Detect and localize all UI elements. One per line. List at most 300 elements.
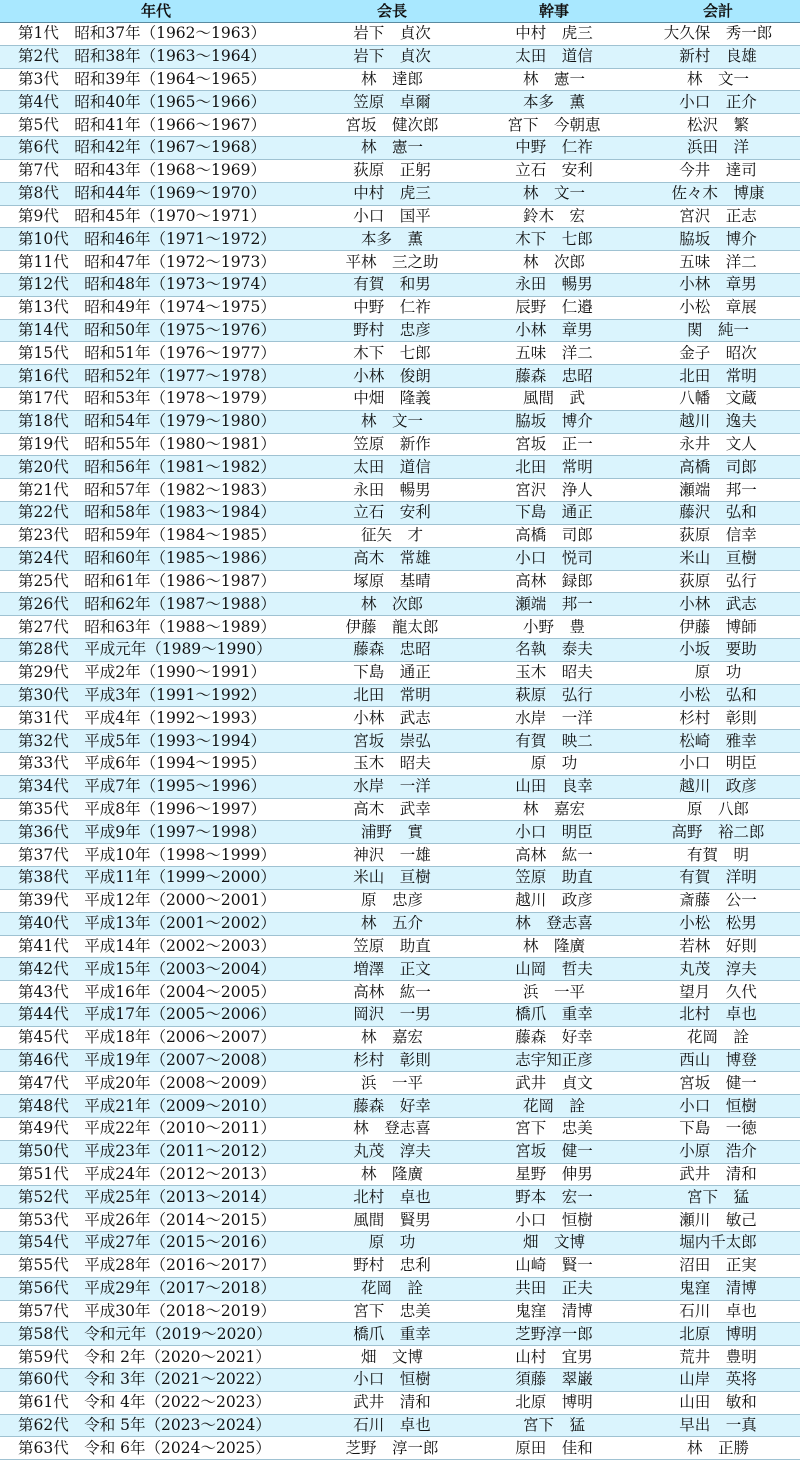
president-cell: 林 五介 bbox=[312, 912, 472, 935]
president-cell: 中畑 隆義 bbox=[312, 388, 472, 411]
secretary-cell: 有賀 映二 bbox=[472, 730, 636, 753]
president-cell: 本多 薫 bbox=[312, 228, 472, 251]
table-row bbox=[0, 821, 800, 844]
era-cell: 第54代 平成27年（2015～2016） bbox=[0, 1232, 312, 1255]
secretary-cell: 鬼窪 清博 bbox=[472, 1300, 636, 1323]
era-cell: 第53代 平成26年（2014～2015） bbox=[0, 1209, 312, 1232]
president-cell: 高木 武幸 bbox=[312, 798, 472, 821]
president-cell: 芝野 淳一郎 bbox=[312, 1437, 472, 1460]
accountant-cell: 花岡 詮 bbox=[636, 1026, 800, 1049]
secretary-cell: 山崎 賢一 bbox=[472, 1254, 636, 1277]
president-cell: 岩下 貞次 bbox=[312, 45, 472, 68]
era-cell: 第32代 平成5年（1993～1994） bbox=[0, 730, 312, 753]
president-cell: 原 忠彦 bbox=[312, 889, 472, 912]
table-row bbox=[0, 753, 800, 776]
table-row bbox=[0, 251, 800, 274]
era-cell: 第39代 平成12年（2000～2001） bbox=[0, 889, 312, 912]
president-cell: 小口 恒樹 bbox=[312, 1368, 472, 1391]
table-row bbox=[0, 1095, 800, 1118]
table-row bbox=[0, 319, 800, 342]
table-row bbox=[0, 775, 800, 798]
table-row bbox=[0, 1346, 800, 1369]
accountant-cell: 原 功 bbox=[636, 661, 800, 684]
accountant-cell: 石川 卓也 bbox=[636, 1300, 800, 1323]
accountant-cell: 高野 裕二郎 bbox=[636, 821, 800, 844]
accountant-cell: 五味 洋二 bbox=[636, 251, 800, 274]
table-row bbox=[0, 661, 800, 684]
era-cell: 第59代 令和 2年（2020～2021） bbox=[0, 1346, 312, 1369]
table-row bbox=[0, 45, 800, 68]
era-cell: 第14代 昭和50年（1975～1976） bbox=[0, 319, 312, 342]
secretary-cell: 風間 武 bbox=[472, 388, 636, 411]
secretary-cell: 橋爪 重幸 bbox=[472, 1003, 636, 1026]
era-cell: 第31代 平成4年（1992～1993） bbox=[0, 707, 312, 730]
table-row bbox=[0, 228, 800, 251]
era-cell: 第24代 昭和60年（1985～1986） bbox=[0, 547, 312, 570]
accountant-cell: 瀬川 敏己 bbox=[636, 1209, 800, 1232]
accountant-cell: 宮坂 健一 bbox=[636, 1072, 800, 1095]
secretary-cell: 萩原 弘行 bbox=[472, 684, 636, 707]
secretary-cell: 越川 政彦 bbox=[472, 889, 636, 912]
accountant-cell: 有賀 明 bbox=[636, 844, 800, 867]
president-cell: 宮坂 崇弘 bbox=[312, 730, 472, 753]
president-cell: 浜 一平 bbox=[312, 1072, 472, 1095]
era-cell: 第4代 昭和40年（1965～1966） bbox=[0, 91, 312, 114]
accountant-cell: 斎藤 公一 bbox=[636, 889, 800, 912]
accountant-cell: 宮下 猛 bbox=[636, 1186, 800, 1209]
secretary-cell: 林 登志喜 bbox=[472, 912, 636, 935]
table-row bbox=[0, 1254, 800, 1277]
president-cell: 水岸 一洋 bbox=[312, 775, 472, 798]
secretary-cell: 宮下 忠美 bbox=[472, 1118, 636, 1141]
header-accountant: 会計 bbox=[636, 0, 800, 23]
president-cell: 中村 虎三 bbox=[312, 182, 472, 205]
secretary-cell: 笠原 助直 bbox=[472, 867, 636, 890]
secretary-cell: 小口 明臣 bbox=[472, 821, 636, 844]
table-row bbox=[0, 296, 800, 319]
table-header bbox=[0, 0, 800, 23]
accountant-cell: 新村 良雄 bbox=[636, 45, 800, 68]
president-cell: 北田 常明 bbox=[312, 684, 472, 707]
era-cell: 第62代 令和 5年（2023～2024） bbox=[0, 1414, 312, 1437]
president-cell: 立石 安利 bbox=[312, 502, 472, 525]
accountant-cell: 原 八郎 bbox=[636, 798, 800, 821]
era-cell: 第2代 昭和38年（1963～1964） bbox=[0, 45, 312, 68]
table-row bbox=[0, 342, 800, 365]
table-row bbox=[0, 137, 800, 160]
secretary-cell: 宮下 猛 bbox=[472, 1414, 636, 1437]
table-row bbox=[0, 593, 800, 616]
president-cell: 岡沢 一男 bbox=[312, 1003, 472, 1026]
accountant-cell: 堀内千太郎 bbox=[636, 1232, 800, 1255]
table-row bbox=[0, 935, 800, 958]
era-cell: 第7代 昭和43年（1968～1969） bbox=[0, 159, 312, 182]
accountant-cell: 荒井 豊明 bbox=[636, 1346, 800, 1369]
secretary-cell: 辰野 仁邉 bbox=[472, 296, 636, 319]
president-cell: 丸茂 淳夫 bbox=[312, 1140, 472, 1163]
accountant-cell: 小松 弘和 bbox=[636, 684, 800, 707]
secretary-cell: 藤森 忠昭 bbox=[472, 365, 636, 388]
president-cell: 林 登志喜 bbox=[312, 1118, 472, 1141]
table-row bbox=[0, 1049, 800, 1072]
president-cell: 太田 道信 bbox=[312, 456, 472, 479]
president-cell: 宮坂 健次郎 bbox=[312, 114, 472, 137]
accountant-cell: 高橋 司郎 bbox=[636, 456, 800, 479]
president-cell: 平林 三之助 bbox=[312, 251, 472, 274]
era-cell: 第19代 昭和55年（1980～1981） bbox=[0, 433, 312, 456]
era-cell: 第8代 昭和44年（1969～1970） bbox=[0, 182, 312, 205]
accountant-cell: 若林 好則 bbox=[636, 935, 800, 958]
secretary-cell: 芝野淳一郎 bbox=[472, 1323, 636, 1346]
accountant-cell: 荻原 信幸 bbox=[636, 524, 800, 547]
table-row bbox=[0, 1368, 800, 1391]
secretary-cell: 山田 良幸 bbox=[472, 775, 636, 798]
accountant-cell: 有賀 洋明 bbox=[636, 867, 800, 890]
era-cell: 第51代 平成24年（2012～2013） bbox=[0, 1163, 312, 1186]
era-cell: 第41代 平成14年（2002～2003） bbox=[0, 935, 312, 958]
accountant-cell: 越川 政彦 bbox=[636, 775, 800, 798]
table-row bbox=[0, 433, 800, 456]
accountant-cell: 下島 一徳 bbox=[636, 1118, 800, 1141]
table-row bbox=[0, 638, 800, 661]
accountant-cell: 西山 博登 bbox=[636, 1049, 800, 1072]
era-cell: 第60代 令和 3年（2021～2022） bbox=[0, 1368, 312, 1391]
era-cell: 第44代 平成17年（2005～2006） bbox=[0, 1003, 312, 1026]
table-row bbox=[0, 547, 800, 570]
era-cell: 第25代 昭和61年（1986～1987） bbox=[0, 570, 312, 593]
secretary-cell: 原田 佳和 bbox=[472, 1437, 636, 1460]
era-cell: 第26代 昭和62年（1987～1988） bbox=[0, 593, 312, 616]
accountant-cell: 山岸 英将 bbox=[636, 1368, 800, 1391]
secretary-cell: 武井 貞文 bbox=[472, 1072, 636, 1095]
accountant-cell: 杉村 彰則 bbox=[636, 707, 800, 730]
era-cell: 第55代 平成28年（2016～2017） bbox=[0, 1254, 312, 1277]
era-cell: 第34代 平成7年（1995～1996） bbox=[0, 775, 312, 798]
table-row bbox=[0, 182, 800, 205]
table-row bbox=[0, 1209, 800, 1232]
table-row bbox=[0, 1323, 800, 1346]
accountant-cell: 北原 博明 bbox=[636, 1323, 800, 1346]
president-cell: 神沢 一雄 bbox=[312, 844, 472, 867]
era-cell: 第6代 昭和42年（1967～1968） bbox=[0, 137, 312, 160]
accountant-cell: 浜田 洋 bbox=[636, 137, 800, 160]
table-row bbox=[0, 912, 800, 935]
accountant-cell: 永井 文人 bbox=[636, 433, 800, 456]
accountant-cell: 宮沢 正志 bbox=[636, 205, 800, 228]
era-cell: 第9代 昭和45年（1970～1971） bbox=[0, 205, 312, 228]
secretary-cell: 名執 泰夫 bbox=[472, 638, 636, 661]
table-row bbox=[0, 958, 800, 981]
accountant-cell: 山田 敏和 bbox=[636, 1391, 800, 1414]
president-cell: 増澤 正文 bbox=[312, 958, 472, 981]
table-row bbox=[0, 91, 800, 114]
president-cell: 征矢 才 bbox=[312, 524, 472, 547]
accountant-cell: 大久保 秀一郎 bbox=[636, 23, 800, 46]
secretary-cell: 宮坂 正一 bbox=[472, 433, 636, 456]
president-cell: 林 達郎 bbox=[312, 68, 472, 91]
secretary-cell: 本多 薫 bbox=[472, 91, 636, 114]
table-row bbox=[0, 616, 800, 639]
secretary-cell: 玉木 昭夫 bbox=[472, 661, 636, 684]
secretary-cell: 志宇知正彦 bbox=[472, 1049, 636, 1072]
secretary-cell: 中野 仁祚 bbox=[472, 137, 636, 160]
accountant-cell: 沼田 正実 bbox=[636, 1254, 800, 1277]
era-cell: 第52代 平成25年（2013～2014） bbox=[0, 1186, 312, 1209]
era-cell: 第40代 平成13年（2001～2002） bbox=[0, 912, 312, 935]
accountant-cell: 越川 逸夫 bbox=[636, 410, 800, 433]
table-row bbox=[0, 1140, 800, 1163]
era-cell: 第27代 昭和63年（1988～1989） bbox=[0, 616, 312, 639]
table-row bbox=[0, 159, 800, 182]
president-cell: 林 隆廣 bbox=[312, 1163, 472, 1186]
era-cell: 第29代 平成2年（1990～1991） bbox=[0, 661, 312, 684]
accountant-cell: 小口 恒樹 bbox=[636, 1095, 800, 1118]
accountant-cell: 林 正勝 bbox=[636, 1437, 800, 1460]
table-row bbox=[0, 684, 800, 707]
accountant-cell: 北村 卓也 bbox=[636, 1003, 800, 1026]
secretary-cell: 花岡 詮 bbox=[472, 1095, 636, 1118]
table-row bbox=[0, 1072, 800, 1095]
secretary-cell: 林 憲一 bbox=[472, 68, 636, 91]
secretary-cell: 北原 博明 bbox=[472, 1391, 636, 1414]
president-cell: 木下 七郎 bbox=[312, 342, 472, 365]
table-row bbox=[0, 1300, 800, 1323]
accountant-cell: 松崎 雅幸 bbox=[636, 730, 800, 753]
era-cell: 第43代 平成16年（2004～2005） bbox=[0, 981, 312, 1004]
table-row bbox=[0, 205, 800, 228]
era-cell: 第3代 昭和39年（1964～1965） bbox=[0, 68, 312, 91]
accountant-cell: 小坂 要助 bbox=[636, 638, 800, 661]
secretary-cell: 永田 暢男 bbox=[472, 273, 636, 296]
president-cell: 岩下 貞次 bbox=[312, 23, 472, 46]
secretary-cell: 原 功 bbox=[472, 753, 636, 776]
era-cell: 第35代 平成8年（1996～1997） bbox=[0, 798, 312, 821]
accountant-cell: 小口 正介 bbox=[636, 91, 800, 114]
president-cell: 風間 賢男 bbox=[312, 1209, 472, 1232]
header-era: 年代 bbox=[0, 0, 312, 23]
president-cell: 野村 忠利 bbox=[312, 1254, 472, 1277]
secretary-cell: 山岡 哲夫 bbox=[472, 958, 636, 981]
era-cell: 第16代 昭和52年（1977～1978） bbox=[0, 365, 312, 388]
table-row bbox=[0, 1003, 800, 1026]
table-row bbox=[0, 798, 800, 821]
secretary-cell: 須藤 翠巌 bbox=[472, 1368, 636, 1391]
table-row bbox=[0, 1277, 800, 1300]
accountant-cell: 関 純一 bbox=[636, 319, 800, 342]
era-cell: 第46代 平成19年（2007～2008） bbox=[0, 1049, 312, 1072]
accountant-cell: 瀬端 邦一 bbox=[636, 479, 800, 502]
secretary-cell: 小野 豊 bbox=[472, 616, 636, 639]
president-cell: 中野 仁祚 bbox=[312, 296, 472, 319]
table-row bbox=[0, 730, 800, 753]
era-cell: 第28代 平成元年（1989～1990） bbox=[0, 638, 312, 661]
president-cell: 石川 卓也 bbox=[312, 1414, 472, 1437]
accountant-cell: 米山 亘樹 bbox=[636, 547, 800, 570]
table-row bbox=[0, 570, 800, 593]
secretary-cell: 野本 宏一 bbox=[472, 1186, 636, 1209]
era-cell: 第5代 昭和41年（1966～1967） bbox=[0, 114, 312, 137]
accountant-cell: 望月 久代 bbox=[636, 981, 800, 1004]
accountant-cell: 北田 常明 bbox=[636, 365, 800, 388]
table-row bbox=[0, 1414, 800, 1437]
table-row bbox=[0, 1026, 800, 1049]
president-cell: 笠原 新作 bbox=[312, 433, 472, 456]
era-cell: 第17代 昭和53年（1978～1979） bbox=[0, 388, 312, 411]
era-cell: 第42代 平成15年（2003～2004） bbox=[0, 958, 312, 981]
president-cell: 玉木 昭夫 bbox=[312, 753, 472, 776]
secretary-cell: 林 次郎 bbox=[472, 251, 636, 274]
era-cell: 第15代 昭和51年（1976～1977） bbox=[0, 342, 312, 365]
table-row bbox=[0, 1391, 800, 1414]
secretary-cell: 宮下 今朝恵 bbox=[472, 114, 636, 137]
president-cell: 橋爪 重幸 bbox=[312, 1323, 472, 1346]
era-cell: 第45代 平成18年（2006～2007） bbox=[0, 1026, 312, 1049]
secretary-cell: 宮坂 健一 bbox=[472, 1140, 636, 1163]
president-cell: 林 次郎 bbox=[312, 593, 472, 616]
secretary-cell: 鈴木 宏 bbox=[472, 205, 636, 228]
table-row bbox=[0, 273, 800, 296]
era-cell: 第30代 平成3年（1991～1992） bbox=[0, 684, 312, 707]
president-cell: 畑 文博 bbox=[312, 1346, 472, 1369]
secretary-cell: 浜 一平 bbox=[472, 981, 636, 1004]
president-cell: 高林 紘一 bbox=[312, 981, 472, 1004]
secretary-cell: 山村 宜男 bbox=[472, 1346, 636, 1369]
secretary-cell: 畑 文博 bbox=[472, 1232, 636, 1255]
accountant-cell: 小林 武志 bbox=[636, 593, 800, 616]
president-cell: 武井 清和 bbox=[312, 1391, 472, 1414]
secretary-cell: 太田 道信 bbox=[472, 45, 636, 68]
accountant-cell: 武井 清和 bbox=[636, 1163, 800, 1186]
era-cell: 第10代 昭和46年（1971～1972） bbox=[0, 228, 312, 251]
accountant-cell: 佐々木 博康 bbox=[636, 182, 800, 205]
president-cell: 林 嘉宏 bbox=[312, 1026, 472, 1049]
secretary-cell: 立石 安利 bbox=[472, 159, 636, 182]
table-row bbox=[0, 23, 800, 46]
accountant-cell: 脇坂 博介 bbox=[636, 228, 800, 251]
era-cell: 第37代 平成10年（1998～1999） bbox=[0, 844, 312, 867]
era-cell: 第57代 平成30年（2018～2019） bbox=[0, 1300, 312, 1323]
secretary-cell: 下島 通正 bbox=[472, 502, 636, 525]
accountant-cell: 八幡 文蔵 bbox=[636, 388, 800, 411]
president-cell: 原 功 bbox=[312, 1232, 472, 1255]
era-cell: 第36代 平成9年（1997～1998） bbox=[0, 821, 312, 844]
president-cell: 宮下 忠美 bbox=[312, 1300, 472, 1323]
accountant-cell: 小松 章展 bbox=[636, 296, 800, 319]
president-cell: 塚原 基晴 bbox=[312, 570, 472, 593]
secretary-cell: 高橋 司郎 bbox=[472, 524, 636, 547]
secretary-cell: 脇坂 博介 bbox=[472, 410, 636, 433]
era-cell: 第49代 平成22年（2010～2011） bbox=[0, 1118, 312, 1141]
accountant-cell: 早出 一真 bbox=[636, 1414, 800, 1437]
accountant-cell: 藤沢 弘和 bbox=[636, 502, 800, 525]
header-secretary: 幹事 bbox=[472, 0, 636, 23]
header-president: 会長 bbox=[312, 0, 472, 23]
table-row bbox=[0, 1118, 800, 1141]
era-cell: 第1代 昭和37年（1962～1963） bbox=[0, 23, 312, 46]
secretary-cell: 宮沢 浄人 bbox=[472, 479, 636, 502]
accountant-cell: 金子 昭次 bbox=[636, 342, 800, 365]
era-cell: 第63代 令和 6年（2024～2025） bbox=[0, 1437, 312, 1460]
president-cell: 小口 国平 bbox=[312, 205, 472, 228]
era-cell: 第50代 平成23年（2011～2012） bbox=[0, 1140, 312, 1163]
era-cell: 第18代 昭和54年（1979～1980） bbox=[0, 410, 312, 433]
table-row bbox=[0, 981, 800, 1004]
secretary-cell: 水岸 一洋 bbox=[472, 707, 636, 730]
accountant-cell: 伊藤 博師 bbox=[636, 616, 800, 639]
president-cell: 荻原 正躬 bbox=[312, 159, 472, 182]
era-cell: 第20代 昭和56年（1981～1982） bbox=[0, 456, 312, 479]
secretary-cell: 北田 常明 bbox=[472, 456, 636, 479]
era-cell: 第56代 平成29年（2017～2018） bbox=[0, 1277, 312, 1300]
era-cell: 第21代 昭和57年（1982～1983） bbox=[0, 479, 312, 502]
president-cell: 笠原 卓爾 bbox=[312, 91, 472, 114]
era-cell: 第23代 昭和59年（1984～1985） bbox=[0, 524, 312, 547]
secretary-cell: 林 嘉宏 bbox=[472, 798, 636, 821]
president-cell: 杉村 彰則 bbox=[312, 1049, 472, 1072]
secretary-cell: 林 文一 bbox=[472, 182, 636, 205]
accountant-cell: 丸茂 淳夫 bbox=[636, 958, 800, 981]
president-cell: 伊藤 龍太郎 bbox=[312, 616, 472, 639]
accountant-cell: 鬼窪 清博 bbox=[636, 1277, 800, 1300]
era-cell: 第38代 平成11年（1999～2000） bbox=[0, 867, 312, 890]
era-cell: 第58代 令和元年（2019～2020） bbox=[0, 1323, 312, 1346]
table-row bbox=[0, 707, 800, 730]
secretary-cell: 林 隆廣 bbox=[472, 935, 636, 958]
president-cell: 北村 卓也 bbox=[312, 1186, 472, 1209]
secretary-cell: 藤森 好幸 bbox=[472, 1026, 636, 1049]
secretary-cell: 瀬端 邦一 bbox=[472, 593, 636, 616]
president-cell: 永田 暢男 bbox=[312, 479, 472, 502]
table-row bbox=[0, 114, 800, 137]
president-cell: 米山 亘樹 bbox=[312, 867, 472, 890]
president-cell: 藤森 好幸 bbox=[312, 1095, 472, 1118]
table-row bbox=[0, 456, 800, 479]
accountant-cell: 小原 浩介 bbox=[636, 1140, 800, 1163]
era-cell: 第22代 昭和58年（1983～1984） bbox=[0, 502, 312, 525]
table-row bbox=[0, 1186, 800, 1209]
table-row bbox=[0, 524, 800, 547]
secretary-cell: 高林 録郎 bbox=[472, 570, 636, 593]
secretary-cell: 小口 恒樹 bbox=[472, 1209, 636, 1232]
accountant-cell: 小口 明臣 bbox=[636, 753, 800, 776]
era-cell: 第48代 平成21年（2009～2010） bbox=[0, 1095, 312, 1118]
secretary-cell: 星野 伸男 bbox=[472, 1163, 636, 1186]
president-cell: 笠原 助直 bbox=[312, 935, 472, 958]
era-cell: 第61代 令和 4年（2022～2023） bbox=[0, 1391, 312, 1414]
era-cell: 第33代 平成6年（1994～1995） bbox=[0, 753, 312, 776]
secretary-cell: 高林 紘一 bbox=[472, 844, 636, 867]
president-cell: 有賀 和男 bbox=[312, 273, 472, 296]
table-row bbox=[0, 889, 800, 912]
table-row bbox=[0, 388, 800, 411]
table-row bbox=[0, 410, 800, 433]
secretary-cell: 五味 洋二 bbox=[472, 342, 636, 365]
accountant-cell: 小松 松男 bbox=[636, 912, 800, 935]
table-row bbox=[0, 365, 800, 388]
secretary-cell: 小口 悦司 bbox=[472, 547, 636, 570]
secretary-cell: 共田 正夫 bbox=[472, 1277, 636, 1300]
president-cell: 下島 通正 bbox=[312, 661, 472, 684]
accountant-cell: 林 文一 bbox=[636, 68, 800, 91]
era-cell: 第13代 昭和49年（1974～1975） bbox=[0, 296, 312, 319]
table-row bbox=[0, 1232, 800, 1255]
era-cell: 第12代 昭和48年（1973～1974） bbox=[0, 273, 312, 296]
header-row bbox=[0, 0, 800, 23]
table-body bbox=[0, 23, 800, 1460]
secretary-cell: 木下 七郎 bbox=[472, 228, 636, 251]
accountant-cell: 荻原 弘行 bbox=[636, 570, 800, 593]
president-cell: 野村 忠彦 bbox=[312, 319, 472, 342]
